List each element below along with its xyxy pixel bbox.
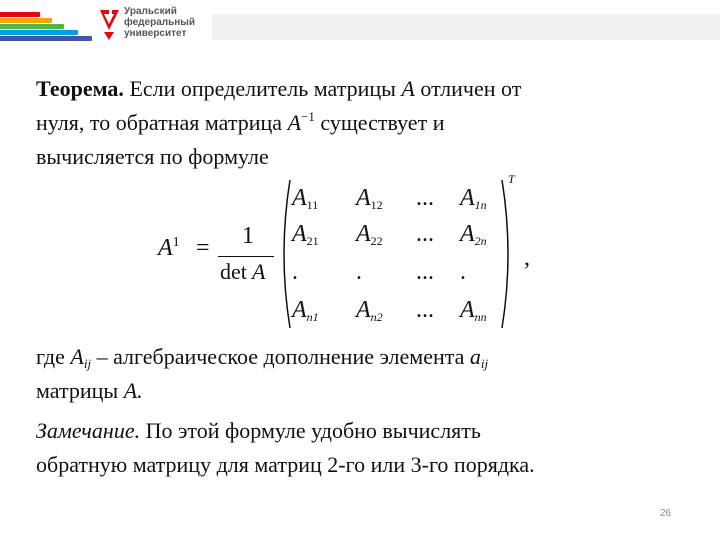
theorem-line-2 [36,106,444,140]
matrix-cell-index: 12 [370,198,383,212]
matrix-cell-index: 22 [370,234,383,248]
formula-lhs [158,234,180,262]
matrix-brackets [276,176,526,332]
matrix-cell [292,258,298,286]
remark-text: обратную матрицу для матриц 2-го или 3-го порядка. [36,452,535,477]
matrix-cell-index: 1n [474,198,487,212]
matrix-cell [292,220,319,248]
university-name [124,6,195,39]
variable: A. [123,378,143,403]
theorem-line-1 [36,72,521,106]
transpose-mark: T [508,172,515,186]
brand-stripes [0,12,92,42]
lhs-var: A [158,235,173,261]
matrix-cell-value: ... [416,259,434,285]
theorem-text: нуля, то обратная матрица [36,110,283,135]
brand-stripe [0,36,92,41]
variable: A [401,76,415,101]
brand-stripe [0,24,64,29]
variable: a [469,344,481,369]
subscript: ij [480,356,489,371]
matrix-cell [460,258,466,286]
matrix-cell-value: . [292,259,298,285]
subscript: ij [83,356,92,371]
matrix-cell-index: nn [474,310,487,324]
matrix-cell-value: A [356,297,371,323]
remark-line-2 [36,448,535,482]
brand-stripe [0,12,40,17]
matrix-cell [460,184,487,212]
matrix-cell [356,296,383,324]
variable: A [70,344,84,369]
matrix-cell [292,184,318,212]
page-number: 26 [660,508,672,519]
lhs-exponent: 1 [172,235,180,250]
matrix-cell-value: A [460,297,475,323]
matrix-cell-value: ... [416,221,434,247]
matrix-cell-value: . [460,259,466,285]
matrix-cell-index: n2 [370,310,383,324]
det-var: A [252,259,266,284]
matrix-cell-value: A [460,185,475,211]
matrix-cell [416,296,434,324]
theorem-text: Если определитель матрицы [129,76,396,101]
fraction-denominator [220,258,265,286]
university-logo-icon [98,8,120,42]
theorem-text: существует и [320,110,445,135]
university-name-line: федеральный [124,17,195,28]
exponent: −1 [301,109,315,124]
matrix-cell [416,258,434,286]
matrix-cell [416,220,434,248]
definition-text: матрицы [36,378,119,403]
matrix-cell-value: . [356,259,362,285]
matrix-cell [356,184,383,212]
matrix-cell-value: A [356,185,371,211]
university-name-line: университет [124,28,187,39]
definition-line-1 [36,340,488,374]
matrix-cell [416,184,434,212]
definition-line-2 [36,374,143,408]
matrix-cell [292,296,319,324]
det-func: det [220,259,247,284]
remark-line-1 [36,414,481,448]
brand-stripe [0,30,78,35]
matrix-cell-value: A [356,221,371,247]
theorem-text: отличен от [420,76,522,101]
definition-text: – алгебраическое дополнение элемента [96,344,465,369]
matrix-cell-index: n1 [306,310,319,324]
matrix-cell [460,220,487,248]
formula-comma: , [524,245,530,271]
matrix-cell-value: A [460,221,475,247]
remark-text: По этой формуле удобно вычислять [145,418,481,443]
definition-text: где [36,344,65,369]
matrix-cell-index: 11 [306,198,319,212]
theorem-label: Теорема. [36,76,124,101]
variable: A [287,110,302,135]
theorem-text: вычисляется по формуле [36,144,269,169]
brand-stripe [0,18,52,23]
fraction-bar [218,256,274,257]
fraction-numerator: 1 [242,223,254,249]
matrix-cell-value: ... [416,185,434,211]
matrix-cell-value: A [292,297,307,323]
slide-header [0,0,720,44]
remark-label: Замечание. [36,418,141,443]
matrix-cell-value: ... [416,297,434,323]
matrix-cell-value: A [292,221,307,247]
formula-equals: = [196,235,210,261]
matrix-cell [356,258,362,286]
matrix-cell-index: 2n [474,234,487,248]
university-name-line: Уральский [124,6,177,17]
matrix-cell [460,296,487,324]
matrix-cell [356,220,383,248]
theorem-line-3 [36,140,269,174]
matrix-cell-index: 21 [306,234,319,248]
header-bar [212,14,720,40]
matrix-cell-value: A [292,185,307,211]
